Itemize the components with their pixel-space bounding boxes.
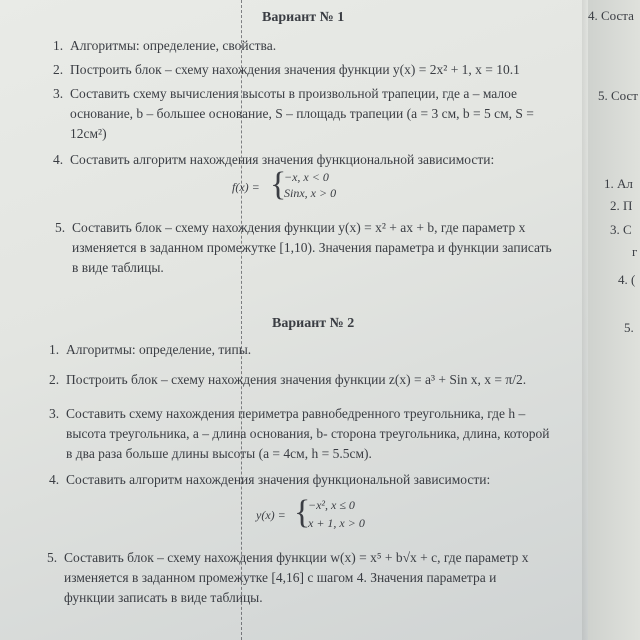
v2-item-1 (49, 340, 252, 360)
item-text: функции записать в виде таблицы. (64, 590, 263, 605)
item-text: Составить блок – схему нахождения функции y(x) = x² + ax + b, где параметр x (72, 220, 526, 235)
item-text: изменяется в заданном промежутке [4,16] с шагом 4. Значения параметра и (64, 570, 497, 585)
item-text: высота треугольника, a – длина основания, b- сторона треугольника, длина, которой (66, 426, 550, 441)
v1-item-5 (55, 218, 552, 278)
item-text: Составить схему нахождения периметра равнобедренного треугольника, где h – (66, 406, 526, 421)
brace-icon: { (270, 166, 287, 203)
item-number: 4. (49, 472, 60, 487)
adjacent-item: 3. С (610, 222, 632, 237)
adjacent-item: 4. Соста (588, 8, 634, 23)
item-text: Алгоритмы: определение, типы. (66, 342, 252, 357)
item-number: 2. (53, 62, 64, 77)
brace-icon: { (294, 494, 311, 531)
item-text: Алгоритмы: определение, свойства. (70, 38, 277, 53)
formula-lhs: f(x) = (232, 180, 260, 194)
adjacent-item: 1. Ал (604, 176, 633, 191)
adjacent-item: г (632, 244, 638, 259)
item-text: в виде таблицы. (72, 260, 164, 275)
formula-case-1: −x, x < 0 (284, 170, 329, 184)
item-number: 1. (49, 342, 60, 357)
item-text: Составить схему вычисления высоты в произвольной трапеции, где a – малое (70, 86, 518, 101)
variant-2-title: Вариант № 2 (272, 316, 355, 331)
v2-item-3 (49, 404, 550, 464)
v2-item-5 (47, 548, 529, 608)
v1-item-2 (53, 60, 520, 80)
item-text: в два раза больше длины высоты (a = 4см, h = 5.5см). (66, 446, 372, 461)
item-number: 3. (53, 86, 64, 101)
v2-item-4 (49, 470, 491, 490)
adjacent-page (588, 0, 640, 640)
item-number: 1. (53, 38, 64, 53)
pen-fold-line (241, 0, 242, 640)
adjacent-item: 2. П (610, 198, 633, 213)
v2-item-2 (49, 370, 527, 390)
item-text: изменяется в заданном промежутке [1,10). Значения параметра и функции записать (72, 240, 552, 255)
item-text: основание, b – большее основание, S – площадь трапеции (a = 3 см, b = 5 см, S = (70, 106, 534, 121)
item-number: 4. (53, 152, 64, 167)
item-text: 12см²) (70, 126, 107, 141)
item-text: Построить блок – схему нахождения значения функции y(x) = 2x² + 1, x = 10.1 (70, 62, 520, 77)
variant-1-title: Вариант № 1 (262, 10, 345, 25)
adjacent-item: 5. Сост (598, 88, 638, 103)
item-number: 5. (55, 220, 66, 235)
item-text: Построить блок – схему нахождения значения функции z(x) = a³ + Sin x, x = π/2. (66, 372, 527, 387)
item-number: 3. (49, 406, 60, 421)
adjacent-item: 4. ( (618, 272, 636, 287)
item-number: 2. (49, 372, 60, 387)
adjacent-item: 5. (624, 320, 634, 335)
formula-case-2: x + 1, x > 0 (308, 516, 365, 530)
v1-item-1 (53, 36, 277, 56)
formula-lhs: y(x) = (256, 508, 286, 522)
item-text: Составить блок – схему нахождения функции w(x) = x⁵ + b√x + c, где параметр x (64, 550, 529, 565)
item-text: Составить алгоритм нахождения значения функциональной зависимости: (66, 472, 491, 487)
formula-case-1: −x², x ≤ 0 (308, 498, 355, 512)
item-text: Составить алгоритм нахождения значения функциональной зависимости: (70, 152, 495, 167)
formula-case-2: Sinx, x > 0 (284, 186, 337, 200)
item-number: 5. (47, 550, 58, 565)
v1-item-3 (53, 84, 534, 144)
